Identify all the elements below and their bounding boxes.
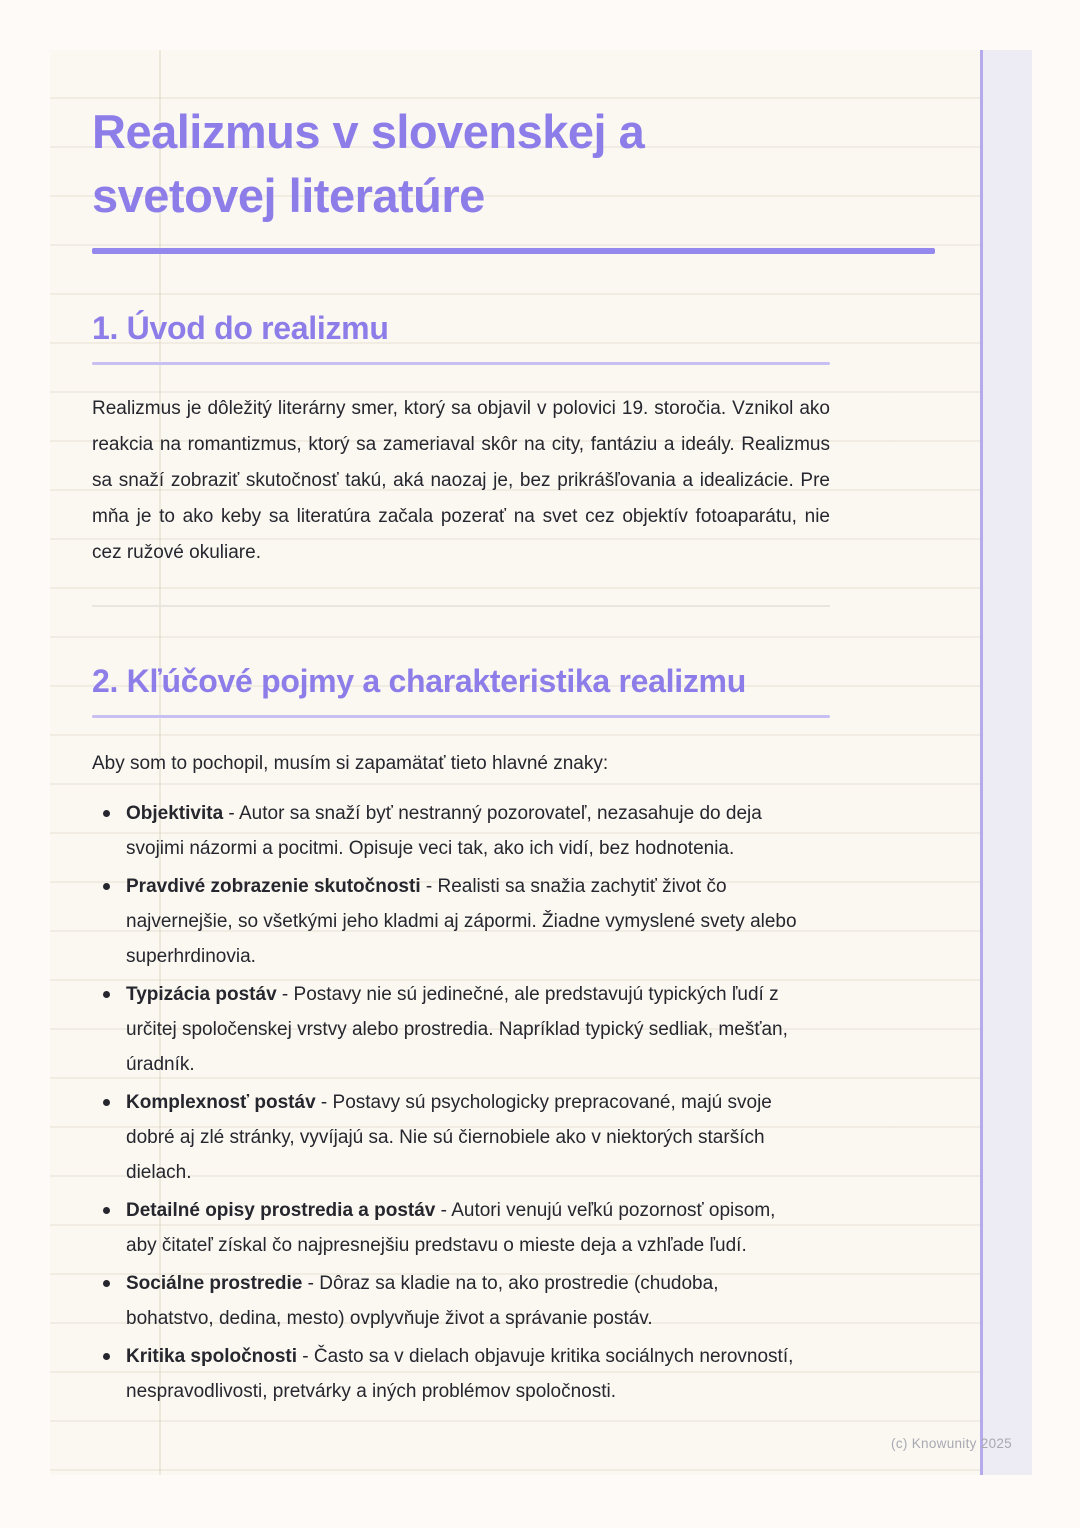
traits-list [92,796,830,1409]
trait-desc: Autor sa snaží byť nestranný pozorovateľ, nezasahuje do deja svojimi názormi a pocitmi. Opisuje veci tak, ako ich vidí, bez hodnotenia. [126,803,762,859]
trait-desc: Realisti sa snažia zachytiť život čo najvernejšie, so všetkými jeho kladmi aj zápormi. Žiadne vymyslené svety alebo superhrdinovia. [126,876,797,967]
trait-separator: - [315,1092,333,1113]
trait-item [92,1085,808,1190]
trait-desc: Často sa v dielach objavuje kritika sociálnych nerovností, nespravodlivosti, pretvárky a iných problémov spoločnosti. [126,1346,794,1402]
section-divider [92,605,830,607]
trait-separator: - [302,1273,320,1294]
section-1-heading: 1. Úvod do realizmu [92,310,389,346]
page-content [50,50,1032,1452]
trait-term: Kritika spoločnosti [126,1346,298,1367]
trait-separator: - [297,1346,314,1367]
next-page-edge [980,50,1032,1475]
trait-item [92,1193,808,1263]
trait-separator: - [435,1200,452,1221]
section-1-underline [92,362,830,365]
trait-term: Typizácia postáv [126,984,277,1005]
trait-separator: - [420,876,438,897]
section-2-heading: 2. Kľúčové pojmy a charakteristika realizmu [92,663,746,699]
page-title: Realizmus v slovenskej a svetovej literatúre [92,105,645,222]
trait-desc: Postavy sú psychologicky prepracované, majú svoje dobré aj zlé stránky, vyvíjajú sa. Nie sú čiernobiele ako v niektorých starších dielach. [126,1092,772,1183]
trait-term: Objektivita [126,803,224,824]
trait-desc: Postavy nie sú jedinečné, ale predstavujú typických ľudí z určitej spoločenskej vrstvy alebo prostredia. Napríklad typický sedliak, mešťan, úradník. [126,984,788,1075]
trait-item [92,796,808,866]
trait-item [92,977,808,1082]
trait-term: Komplexnosť postáv [126,1092,316,1113]
section-1-paragraph: Realizmus je dôležitý literárny smer, ktorý sa objavil v polovici 19. storočia. Vznikol ako reakcia na romantizmus, ktorý sa zameriaval skôr na city, fantáziu a ideály. Realizmus sa snaží zobraziť skutočnosť takú, aká naozaj je, bez prikrášľovania a idealizácie. Pre mňa je to ako keby sa literatúra začala pozerať na svet cez objektív fotoaparátu, nie cez ružové okuliare. [92,398,830,563]
trait-desc: Dôraz sa kladie na to, ako prostredie (chudoba, bohatstvo, dedina, mesto) ovplyvňuje život a správanie postáv. [126,1273,719,1329]
watermark: (c) Knowunity 2025 [891,1436,1012,1451]
trait-separator: - [223,803,239,824]
section-2-underline [92,715,830,718]
trait-item [92,1339,808,1409]
trait-item [92,1266,808,1336]
trait-term: Detailné opisy prostredia a postáv [126,1200,436,1221]
trait-item [92,869,808,974]
notes-page [50,50,1032,1475]
title-underline [92,248,935,254]
trait-desc: Autori venujú veľkú pozornosť opisom, aby čitateľ získal čo najpresnejšiu predstavu o mieste deja a vzhľade ľudí. [126,1200,776,1256]
list-intro: Aby som to pochopil, musím si zapamätať tieto hlavné znaky: [92,753,609,774]
trait-separator: - [276,984,294,1005]
trait-term: Sociálne prostredie [126,1273,303,1294]
trait-term: Pravdivé zobrazenie skutočnosti [126,876,421,897]
